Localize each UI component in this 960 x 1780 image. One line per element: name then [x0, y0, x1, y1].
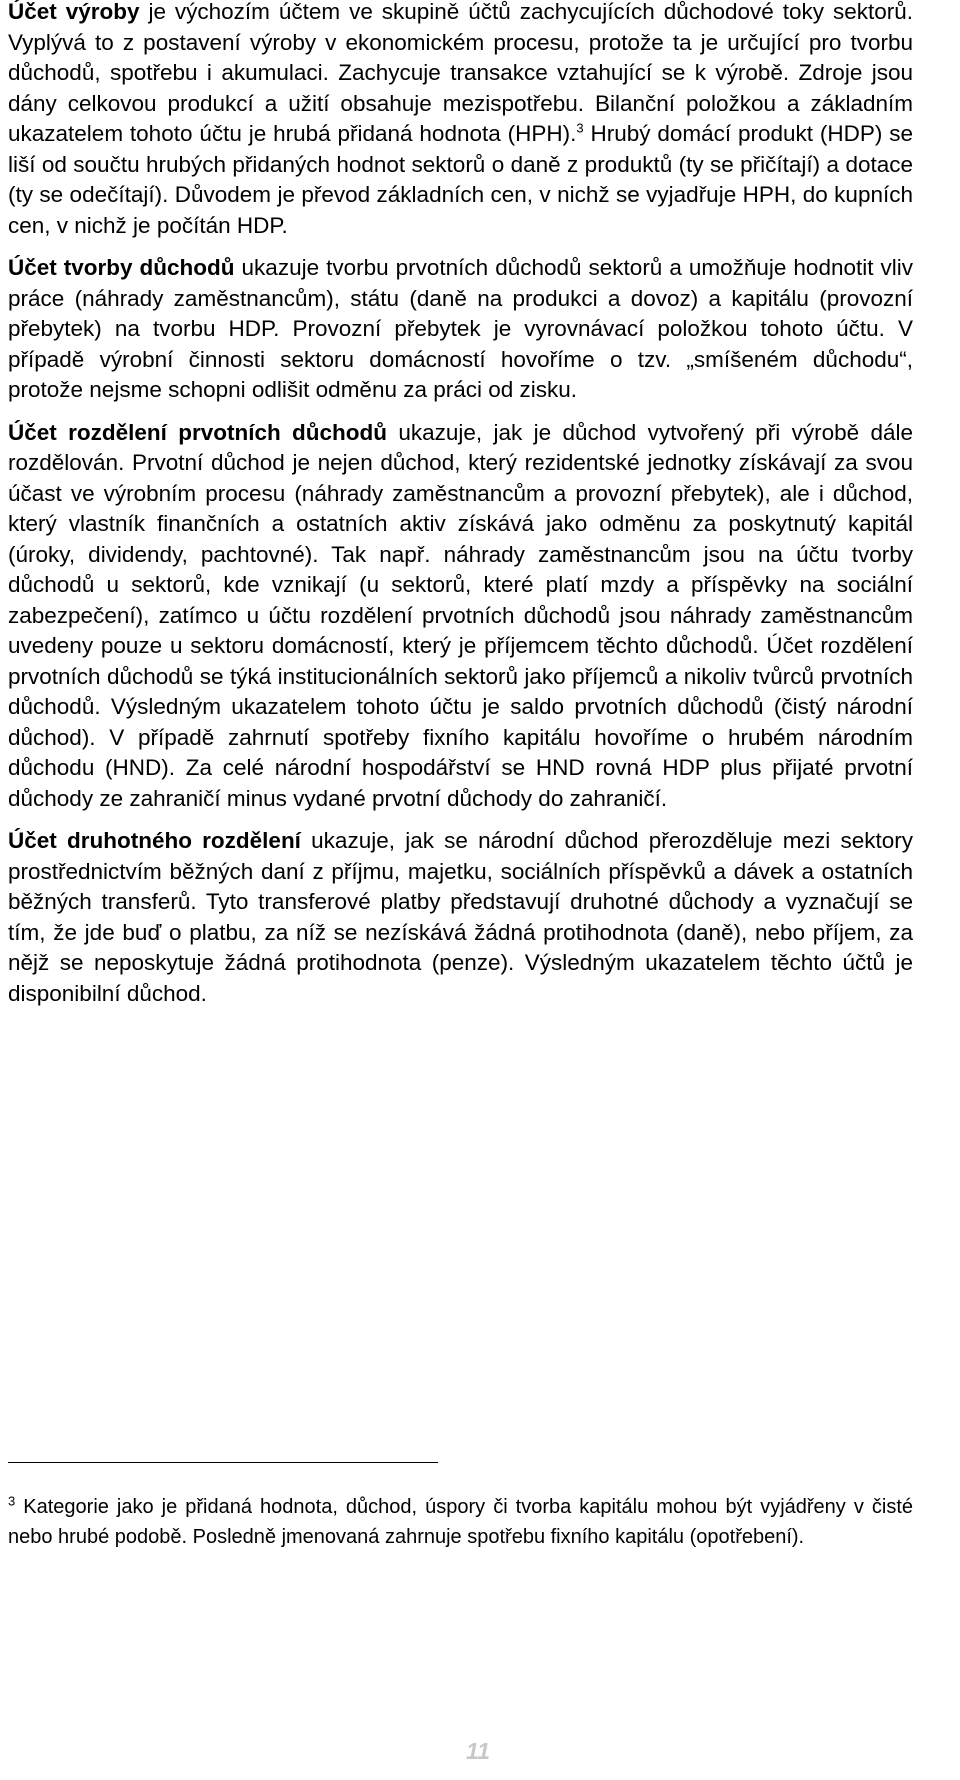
page-number: 11	[466, 1738, 490, 1764]
term-ucet-tvorby-duchodu: Účet tvorby důchodů	[8, 255, 235, 280]
paragraph-ucet-rozdeleni-prvotnich-duchodu	[8, 418, 913, 815]
footnote-text: Kategorie jako je přidaná hodnota, důchod, úspory či tvorba kapitálu mohou být vyjádřeny v čisté nebo hrubé podobě. Posledně jmenovaná zahrnuje spotřebu fixního kapitálu (opotřebení).	[8, 1496, 913, 1548]
term-ucet-rozdeleni-prvotnich-duchodu: Účet rozdělení prvotních důchodů	[8, 419, 388, 445]
paragraph-text: ukazuje, jak je důchod vytvořený při výrobě dále rozdělován. Prvotní důchod je nejen důchod, který rezidentské jednotky získávají za svou účast ve výrobním procesu (náhrady zaměstnancům a provozní přebytek), ale i důchod, který vlastník finančních a ostatních aktiv získává jako odměnu za poskytnutý kapitál (úroky, dividendy, pachtovné). Tak např. náhrady zaměstnancům jsou na účtu tvorby důchodů u sektorů, kde vznikají (u sektorů, které platí mzdy a příspěvky na sociální zabezpečení), zatímco u účtu rozdělení prvotních důchodů jsou náhrady zaměstnancům uvedeny pouze u sektoru domácností, který je příjemcem těchto důchodů. Účet rozdělení prvotních důchodů se týká institucionálních sektorů jako příjemců a nikoliv tvůrců prvotních důchodů. Výsledným ukazatelem tohoto účtu je saldo prvotních důchodů (čistý národní důchod). V případě zahrnutí spotřeby fixního kapitálu hovoříme o hrubém národním důchodu (HND). Za celé národní hospodářství se HND rovná HDP plus přijaté prvotní důchody ze zahraničí minus vydané prvotní důchody do zahraničí.	[8, 419, 913, 811]
paragraph-text-continued: Hrubý domácí produkt (HDP) se liší od součtu hrubých přidaných hodnot sektorů o daně z produktů (ty se přičítají) a dotace (ty se odečítají). Důvodem je převod základních cen, v nichž se vyjadřuje HPH, do kupních cen, v nichž je počítán HDP.	[8, 121, 913, 238]
term-ucet-vyroby: Účet výroby	[8, 0, 140, 24]
paragraph-ucet-vyroby	[8, 0, 913, 241]
paragraph-text: ukazuje, jak se národní důchod přerozděluje mezi sektory prostřednictvím běžných daní z příjmu, majetku, sociálních příspěvků a dávek a ostatních běžných transferů. Tyto transferové platby představují druhotné důchody a vyznačují se tím, že jde buď o platbu, za níž se nezískává žádná protihodnota (daně), nebo příjem, za nějž se neposkytuje žádná protihodnota (penze). Výsledným ukazatelem těchto účtů je disponibilní důchod.	[8, 828, 913, 1006]
footnote-reference[interactable]: 3	[576, 120, 584, 136]
paragraph-text: je výchozím účtem ve skupině účtů zachycujících důchodové toky sektorů. Vyplývá to z postavení výroby v ekonomickém procesu, protože ta je určující pro tvorbu důchodů, spotřebu i akumulaci. Zachycuje transakce vztahující se k výrobě. Zdroje jsou dány celkovou produkcí a užití obsahuje mezispotřebu. Bilanční položkou a základním ukazatelem tohoto účtu je hrubá přidaná hodnota (HPH).	[8, 0, 913, 146]
term-ucet-druhotneho-rozdeleni: Účet druhotného rozdělení	[8, 828, 301, 853]
footnote-separator	[8, 1462, 438, 1463]
footnote-marker: 3	[8, 1493, 16, 1509]
paragraph-ucet-tvorby-duchodu	[8, 253, 913, 406]
footnote	[8, 1492, 913, 1552]
paragraph-ucet-druhotneho-rozdeleni	[8, 826, 913, 1009]
document-body	[8, 0, 913, 1021]
paragraph-text: ukazuje tvorbu prvotních důchodů sektorů a umožňuje hodnotit vliv práce (náhrady zaměstnancům), státu (daně na produkci a dovoz) a kapitálu (provozní přebytek) na tvorbu HDP. Provozní přebytek je vyrovnávací položkou tohoto účtu. V případě výrobní činnosti sektoru domácností hovoříme o tzv. „smíšeném důchodu“, protože nejsme schopni odlišit odměnu za práci od zisku.	[8, 255, 913, 402]
